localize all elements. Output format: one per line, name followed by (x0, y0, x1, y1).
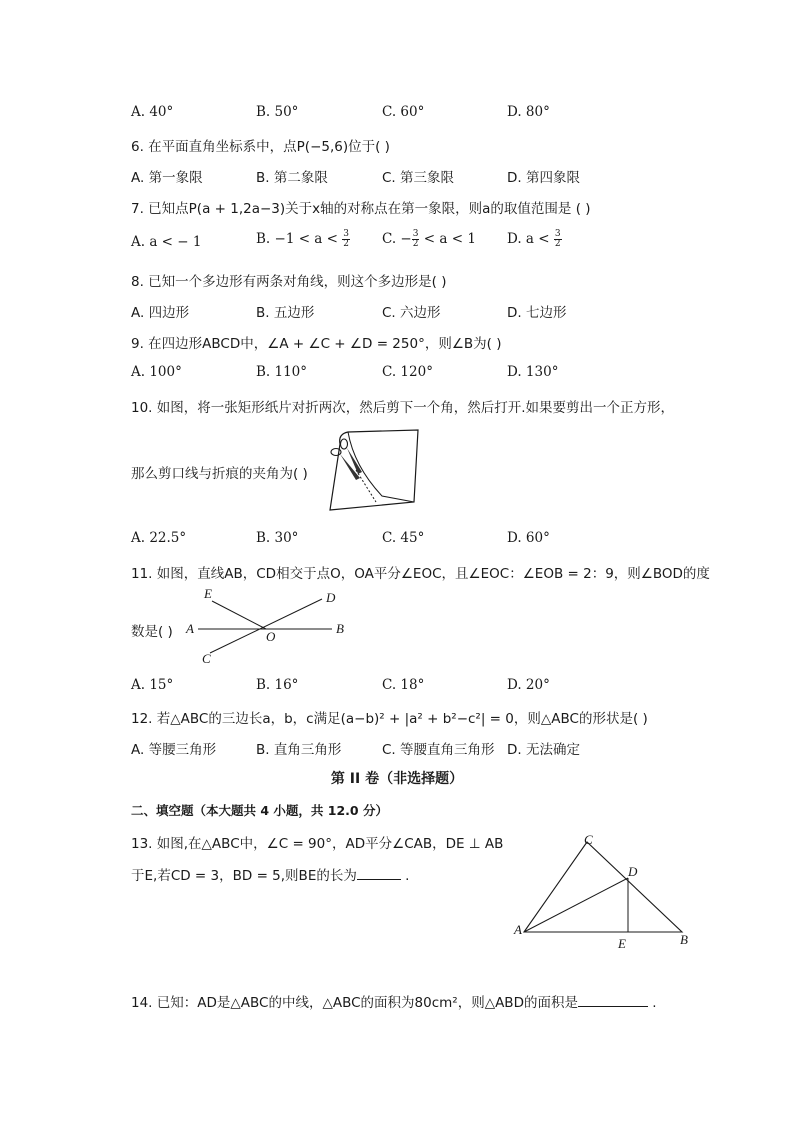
q6-stem: 6. 在平面直角坐标系中，点P(−5,6)位于( ) (131, 139, 390, 155)
q13-stem-text: 于E,若CD = 3，BD = 5,则BE的长为 (131, 868, 357, 884)
q8-stem: 8. 已知一个多边形有两条对角线，则这个多边形是( ) (131, 274, 447, 290)
q7-option-c-suffix: < a < 1 (419, 231, 476, 247)
scissors-handle-2 (341, 439, 348, 449)
fraction-denominator: 2 (554, 239, 561, 249)
q7-option-d-text: D. a < (507, 231, 550, 247)
q9-option-c: C. 120° (382, 364, 433, 380)
scissors-blade-2 (347, 448, 362, 474)
fraction (554, 230, 562, 249)
q6-option-d: D. 第四象限 (507, 170, 580, 186)
q12-option-b: B. 直角三角形 (256, 742, 342, 758)
q14-stem (131, 991, 657, 1011)
label-d: D (628, 864, 638, 879)
q9-stem: 9. 在四边形ABCD中，∠A + ∠C + ∠D = 250°，则∠B为( ) (131, 336, 502, 352)
q5-option-b: B. 50° (256, 104, 299, 120)
q9-option-b: B. 110° (256, 364, 308, 380)
q11-stem: 11. 如图，直线AB，CD相交于点O，OA平分∠EOC，且∠EOC：∠EOB = 2：9，则∠BOD的度 (131, 566, 710, 582)
q14-stem-text: 14. 已知：AD是△ABC的中线，△ABC的面积为80cm²，则△ABD的面积是 (131, 995, 578, 1011)
label-a: A (514, 922, 522, 937)
q14-answer-blank[interactable] (578, 1006, 648, 1007)
q9-option-a: A. 100° (131, 364, 182, 380)
scissors-handle-1 (331, 449, 341, 456)
q13-stem: 13. 如图,在△ABC中，∠C = 90°，AD平分∠CAB，DE ⊥ AB (131, 836, 504, 852)
q13-stem-end: . (400, 868, 410, 884)
q6-option-c: C. 第三象限 (382, 170, 455, 186)
triangle-abc (524, 842, 682, 932)
label-a: A (186, 621, 194, 636)
q6-option-b: B. 第二象限 (256, 170, 328, 186)
q7-option-a: A. a < − 1 (131, 234, 202, 250)
q10-option-d: D. 60° (507, 530, 550, 546)
label-c: C (202, 651, 211, 666)
q10-option-c: C. 45° (382, 530, 425, 546)
q5-option-d: D. 80° (507, 104, 550, 120)
label-d: D (326, 590, 336, 605)
q11-option-a: A. 15° (131, 677, 174, 693)
q14-stem-end: . (647, 995, 657, 1011)
folded-paper-scissors-figure (326, 426, 422, 514)
q7-option-b (256, 230, 350, 249)
section-title: 第 II 卷（非选择题） (330, 771, 464, 787)
q9-option-d: D. 130° (507, 364, 559, 380)
q10-option-b: B. 30° (256, 530, 299, 546)
q7-option-b-text: B. −1 < a < (256, 231, 338, 247)
label-b: B (336, 621, 344, 636)
q11-option-c: C. 18° (382, 677, 425, 693)
fraction-denominator: 2 (343, 239, 349, 249)
part-heading: 二、填空题（本大题共 4 小题，共 12.0 分） (131, 803, 388, 818)
fraction-numerator: 3 (412, 229, 419, 239)
q7-stem: 7. 已知点P(a + 1,2a−3)关于x轴的对称点在第一象限，则a的取值范围是 ( ) (131, 201, 591, 217)
q7-option-c (382, 230, 476, 249)
q7-option-c-prefix: C. − (382, 231, 412, 247)
fraction-numerator: 3 (343, 229, 349, 239)
q7-option-d (507, 230, 562, 249)
label-o: O (266, 629, 276, 644)
q11-stem-continued: 数是( ) (131, 624, 173, 640)
intersecting-lines-figure (180, 585, 350, 670)
q8-option-a: A. 四边形 (131, 305, 190, 321)
label-b: B (680, 932, 688, 947)
q5-option-c: C. 60° (382, 104, 425, 120)
label-e: E (618, 936, 626, 951)
q12-option-c: C. 等腰直角三角形 (382, 742, 495, 758)
q8-option-c: C. 六边形 (382, 305, 441, 321)
label-c: C (584, 832, 593, 847)
q12-option-a: A. 等腰三角形 (131, 742, 217, 758)
q5-option-a: A. 40° (131, 104, 174, 120)
q12-stem: 12. 若△ABC的三边长a，b，c满足(a−b)² + |a² + b²−c²| = 0，则△ABC的形状是( ) (131, 711, 648, 727)
fraction (342, 230, 350, 249)
q10-stem: 10. 如图，将一张矩形纸片对折两次，然后剪下一个角，然后打开.如果要剪出一个正方形， (131, 400, 675, 416)
fraction-numerator: 3 (554, 229, 561, 239)
q13-answer-blank[interactable] (357, 879, 401, 880)
label-e: E (204, 586, 212, 601)
q12-option-d: D. 无法确定 (507, 742, 580, 758)
segment-ad (524, 878, 628, 932)
triangle-abc-figure (510, 830, 700, 952)
q13-stem-continued (131, 864, 409, 884)
q11-option-d: D. 20° (507, 677, 550, 693)
line-cd (210, 599, 322, 653)
ray-oe (212, 601, 266, 629)
q10-stem-continued: 那么剪口线与折痕的夹角为( ) (131, 466, 308, 482)
q11-option-b: B. 16° (256, 677, 299, 693)
fraction-denominator: 2 (412, 239, 419, 249)
q8-option-b: B. 五边形 (256, 305, 315, 321)
q10-option-a: A. 22.5° (131, 530, 187, 546)
q6-option-a: A. 第一象限 (131, 170, 203, 186)
q8-option-d: D. 七边形 (507, 305, 567, 321)
